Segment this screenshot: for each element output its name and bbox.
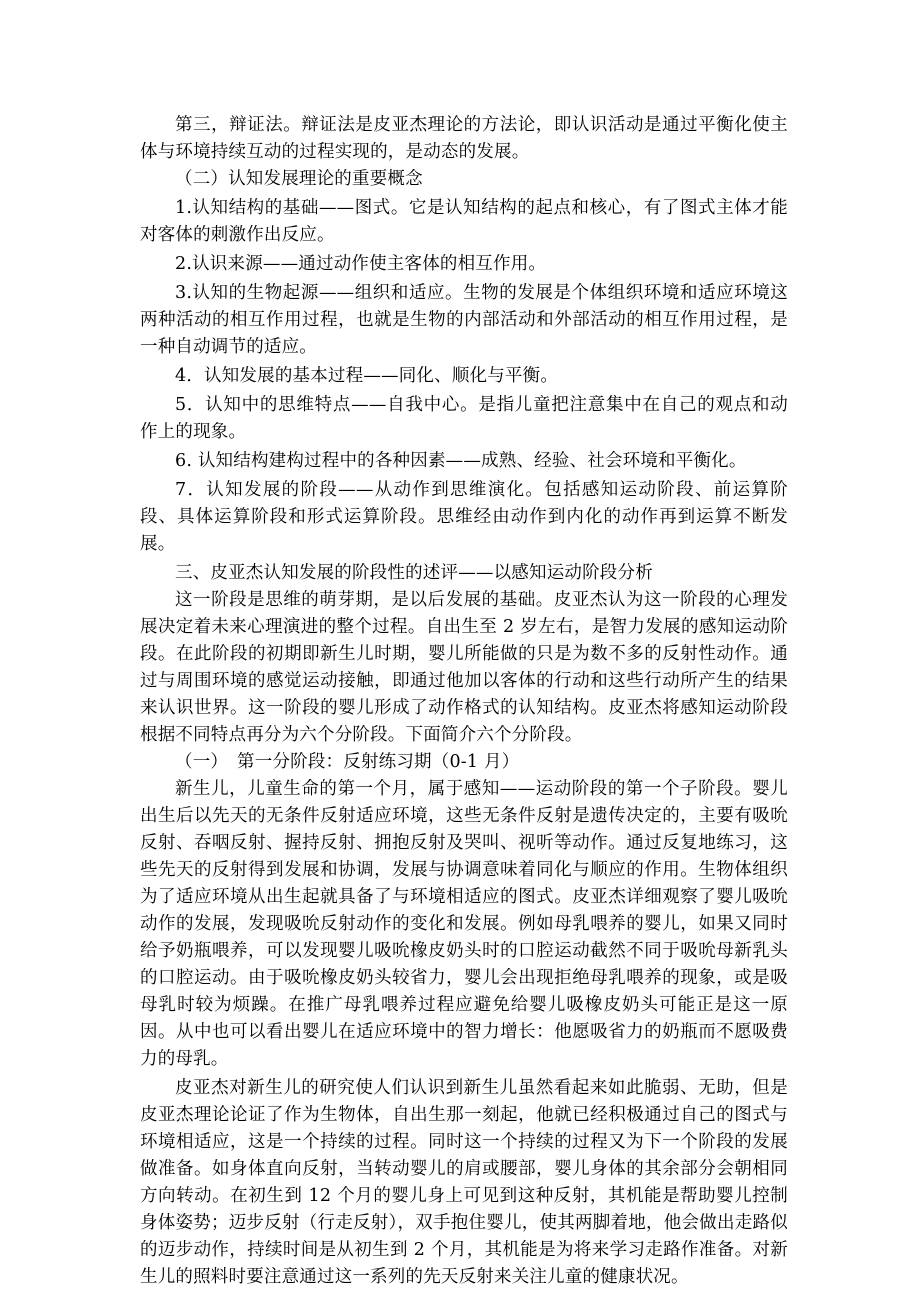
paragraph-newborn-research: 皮亚杰对新生儿的研究使人们认识到新生儿虽然看起来如此脆弱、无助，但是皮亚杰理论论证了作为生物体，自出生那一刻起，他就已经积极通过自己的图式与环境相适应，这是一个持续的过程。同时这一个持续的过程又为下一个阶段的发展做准备。如身体直向反射，当转动婴儿的肩或腰部，婴儿身体的其余部分会朝相同方向转动。在初生到 12 个月的婴儿身上可见到这种反射，其机能是帮助婴儿控制身体姿势；迈步反射（行走反射），双手抱住婴儿，使其两脚着地，他会做出走路似的迈步动作，持续时间是从初生到 2 个月，其机能是为将来学习走路作准备。对新生儿的照料时要注意通过这一系列的先天反射来关注儿童的健康状况。: [140, 1078, 788, 1287]
paragraph-newborn-reflexes: 新生儿，儿童生命的第一个月，属于感知——运动阶段的第一个子阶段。婴儿出生后以先天的无条件反射适应环境，这些无条件反射是遗传决定的，主要有吸吮反射、吞咽反射、握持反射、拥抱反射及哭叫、视听等动作。通过反复地练习，这些先天的反射得到发展和协调，发展与协调意味着同化与顺应的作用。生物体组织为了适应环境从出生起就具备了与环境相适应的图式。皮亚杰详细观察了婴儿吸吮动作的发展，发现吸吮反射动作的变化和发展。例如母乳喂养的婴儿，如果又同时给予奶瓶喂养，可以发现婴儿吸吮橡皮奶头时的口腔运动截然不同于吸吮母新乳头的口腔运动。由于吸吮橡皮奶头较省力，婴儿会出现拒绝母乳喂养的现象，或是吸母乳时较为烦躁。在推广母乳喂养过程应避免给婴儿吸橡皮奶头可能正是这一原因。从中也可以看出婴儿在适应环境中的智力增长：他愿吸省力的奶瓶而不愿吸费力的母乳。: [140, 779, 788, 1069]
paragraph-concept-source: 2.认识来源——通过动作使主客体的相互作用。: [175, 254, 547, 274]
paragraph-concept-biological-origin: 3.认知的生物起源——组织和适应。生物的发展是个体组织环境和适应环境这两种活动的相互作用过程，也就是生物的内部活动和外部活动的相互作用过程，是一种自动调节的适应。: [140, 283, 788, 357]
paragraph-concept-schema: 1.认知结构的基础——图式。它是认知结构的起点和核心，有了图式主体才能对客体的刺激作出反应。: [140, 198, 788, 245]
paragraph-concept-basic-process: 4．认知发展的基本过程——同化、顺化与平衡。: [175, 366, 559, 386]
paragraph-sensorimotor-overview: 这一阶段是思维的萌芽期，是以后发展的基础。皮亚杰认为这一阶段的心理发展决定着未来心理演进的整个过程。自出生至 2 岁左右，是智力发展的感知运动阶段。在此阶段的初期即新生儿时期，婴儿所能做的只是为数不多的反射性动作。通过与周围环境的感觉运动接触，即通过他加以客体的行动和这些行动所产生的结果来认识世界。这一阶段的婴儿形成了动作格式的认知结构。皮亚杰将感知运动阶段根据不同特点再分为六个分阶段。下面简介六个分阶段。: [140, 590, 788, 745]
section-heading-sensorimotor: 三、皮亚杰认知发展的阶段性的述评——以感知运动阶段分析: [175, 563, 653, 583]
paragraph-concept-stages: 7．认知发展的阶段——从动作到思维演化。包括感知运动阶段、前运算阶段、具体运算阶段和形式运算阶段。思维经由动作到内化的动作再到运算不断发展。: [140, 480, 788, 554]
subsection-heading-reflex-stage: （一） 第一分阶段：反射练习期（0-1 月）: [175, 752, 520, 772]
section-heading-key-concepts: （二）认知发展理论的重要概念: [175, 169, 423, 189]
paragraph-dialectics: 第三，辩证法。辩证法是皮亚杰理论的方法论，即认识活动是通过平衡化使主体与环境持续互动的过程实现的，是动态的发展。: [140, 115, 788, 162]
paragraph-concept-factors: 6. 认知结构建构过程中的各种因素——成熟、经验、社会环境和平衡化。: [175, 451, 747, 471]
paragraph-concept-egocentrism: 5．认知中的思维特点——自我中心。是指儿童把注意集中在自己的观点和动作上的现象。: [140, 395, 788, 442]
